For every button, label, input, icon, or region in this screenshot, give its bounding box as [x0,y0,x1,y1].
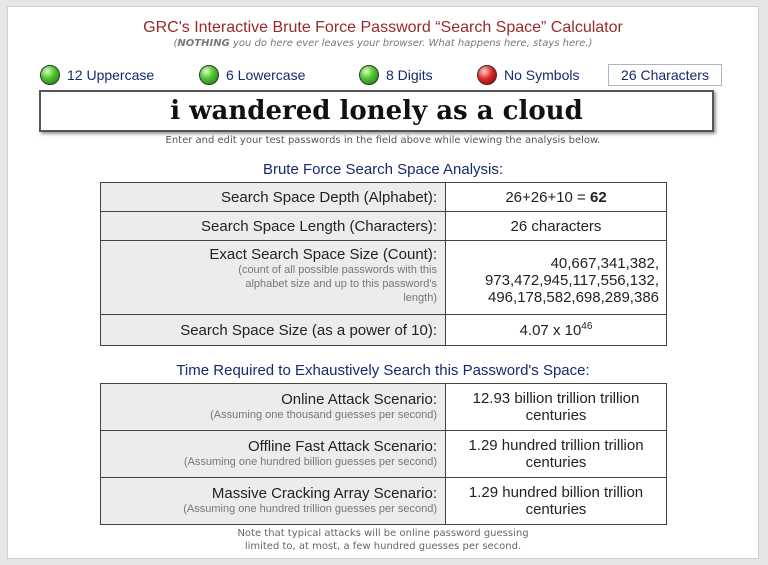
offline-attack-value-line-2: centuries [525,454,587,471]
online-attack-value-line-1: 12.93 billion trillion trillion [472,390,640,407]
character-count-box: 26 Characters [608,64,722,86]
subtitle-text: you do here ever leaves your browser. What happens here, stays here.) [229,38,593,49]
page-title: GRC's Interactive Brute Force Password “Search Space” Calculator [143,19,623,36]
exact-value-line-2: 973,472,945,117,556,132, [484,272,659,289]
analysis-heading: Brute Force Search Space Analysis: [262,161,504,178]
massive-array-value-line-1: 1.29 hundred billion trillion [468,484,644,501]
offline-attack-note: (Assuming one hundred billion guesses per second) [183,456,437,468]
green-light-icon [359,65,379,85]
length-label: Search Space Length (Characters): [101,212,446,241]
massive-array-label: Massive Cracking Array Scenario: [211,485,437,502]
offline-attack-value-line-1: 1.29 hundred trillion trillion [468,437,644,454]
exact-row [101,241,667,315]
offline-attack-value [446,431,667,478]
password-input[interactable] [39,90,714,132]
time-table [100,383,667,525]
alphabet-size: 62 [589,188,607,206]
instructions-text: Enter and edit your test passwords in the field above while viewing the analysis below. [165,135,601,146]
depth-row [101,183,667,212]
massive-array-note: (Assuming one hundred trillion guesses per second) [183,503,437,515]
depth-value [446,183,667,212]
offline-attack-label: Offline Fast Attack Scenario: [248,438,437,455]
green-light-icon [199,65,219,85]
online-attack-label-cell [101,384,446,431]
red-light-icon [477,65,497,85]
symbols-indicator [477,65,579,85]
depth-label: Search Space Depth (Alphabet): [101,183,446,212]
length-value: 26 characters [446,212,667,241]
power-mantissa: 4.07 x 10 [519,322,582,339]
power-value [446,315,667,346]
power-row [101,315,667,346]
symbols-count: No Symbols [504,67,580,83]
massive-array-row [101,478,667,525]
massive-array-label-cell [101,478,446,525]
footer-note-line-2: limited to, at most, a few hundred guesses per second. [244,541,522,552]
offline-attack-row [101,431,667,478]
analysis-table [100,182,667,346]
power-label: Search Space Size (as a power of 10): [101,315,446,346]
depth-formula: 26+26+10 = [505,188,590,206]
online-attack-label: Online Attack Scenario: [281,391,437,408]
exact-label-cell [101,241,446,315]
length-row [101,212,667,241]
massive-array-value-line-2: centuries [525,501,587,518]
time-heading: Time Required to Exhaustively Search this Password's Space: [176,362,590,379]
exact-note: (count of all possible passwords with this alphabet size and up to this password's length) [238,264,437,304]
exact-value-line-3: 496,178,582,698,289,386 [488,289,659,306]
offline-attack-label-cell [101,431,446,478]
page-subtitle: (NOTHING you do here ever leaves your browser. What happens here, stays here.) [173,38,593,49]
online-attack-value-line-2: centuries [525,407,587,424]
power-exponent: 46 [581,321,593,332]
subtitle-emphasis: NOTHING [177,38,230,49]
lowercase-count: 6 Lowercase [226,67,306,83]
online-attack-note: (Assuming one thousand guesses per second) [210,409,437,421]
footer-note-line-1: Note that typical attacks will be online password guessing [237,528,529,539]
uppercase-count: 12 Uppercase [67,67,155,83]
digits-count: 8 Digits [386,67,433,83]
online-attack-value [446,384,667,431]
online-attack-row [101,384,667,431]
green-light-icon [40,65,60,85]
digits-indicator [359,65,433,85]
page-frame [7,6,759,559]
massive-array-value [446,478,667,525]
exact-value-line-1: 40,667,341,382, [550,255,659,272]
exact-value [446,241,667,315]
footer-note [8,527,758,553]
uppercase-indicator [40,65,154,85]
lowercase-indicator [199,65,305,85]
exact-label: Exact Search Space Size (Count): [209,246,437,263]
